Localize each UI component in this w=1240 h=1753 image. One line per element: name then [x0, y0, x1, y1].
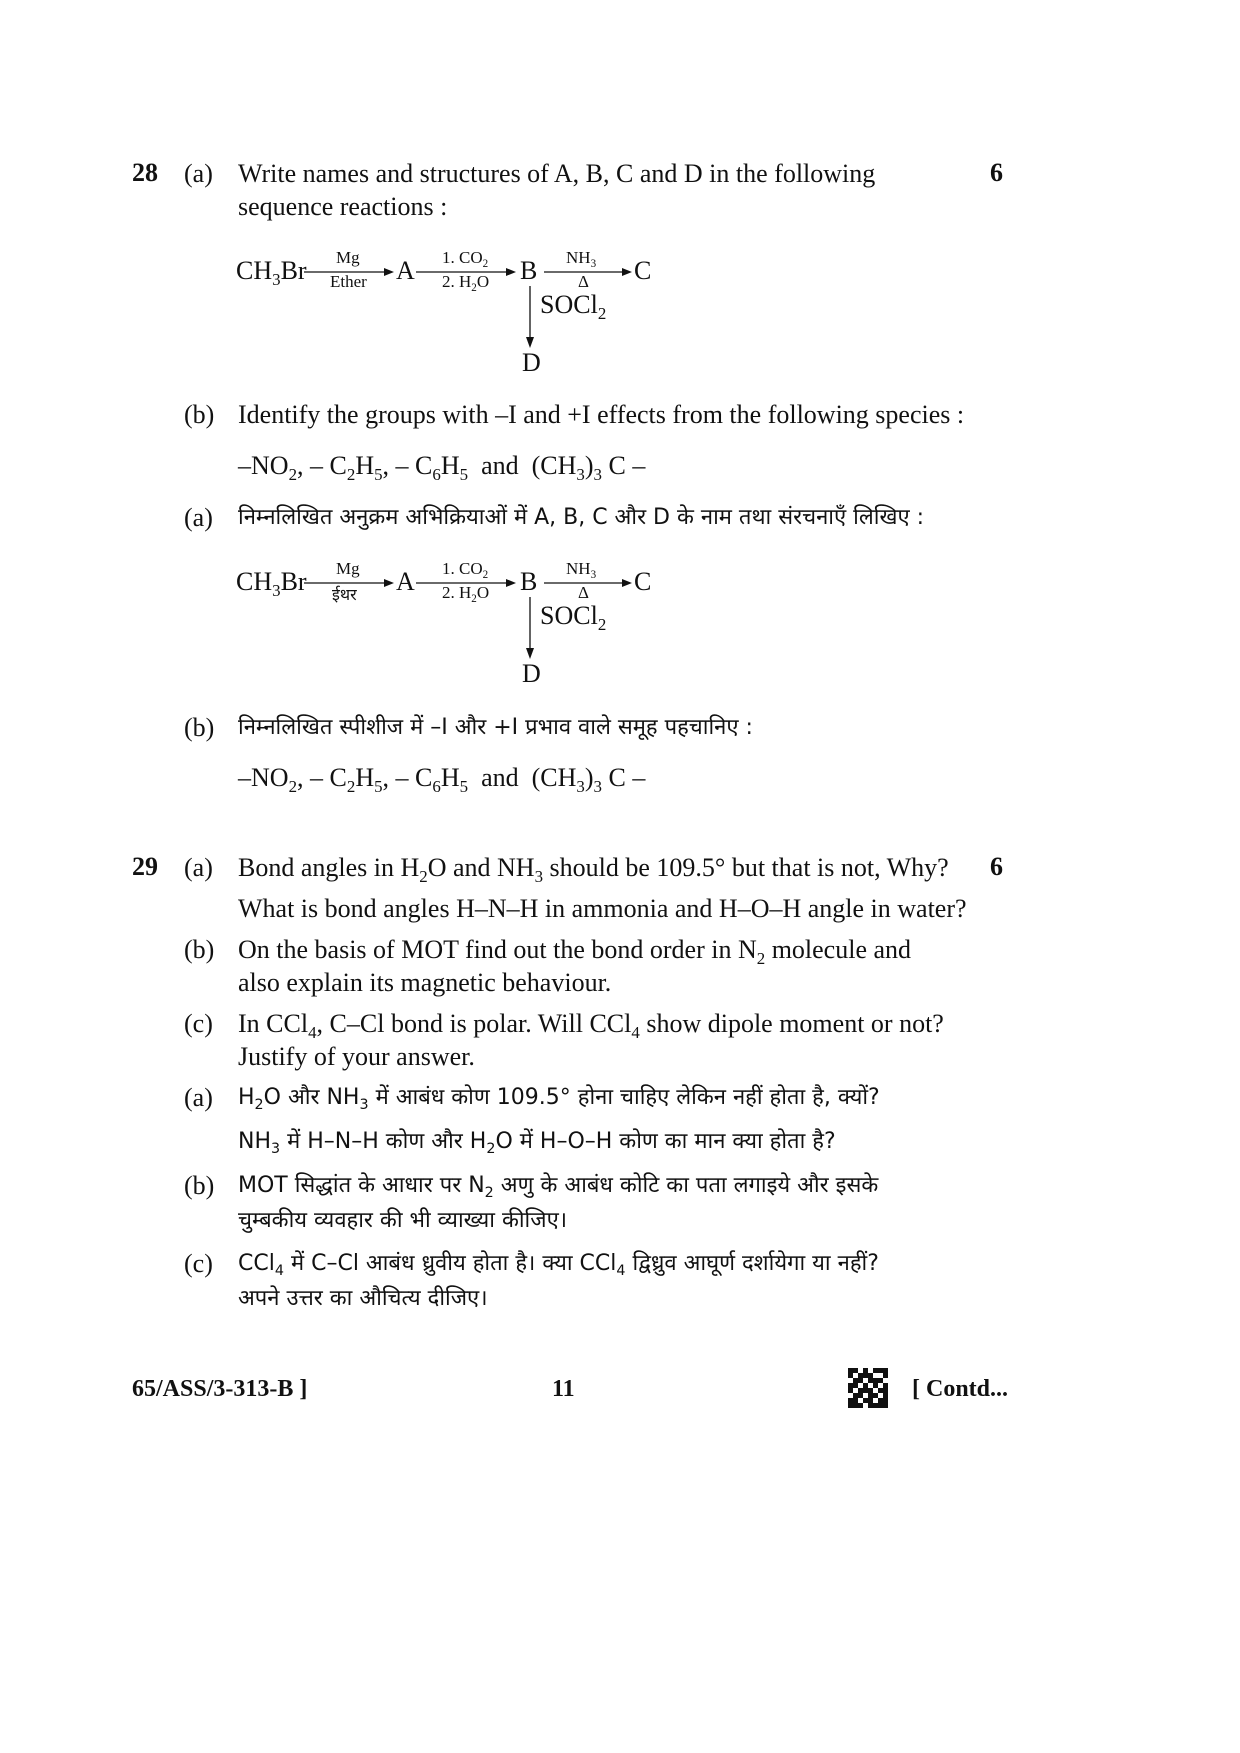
q29-en-b-label: (b) — [184, 935, 215, 964]
reagent-mg: Mg — [336, 248, 360, 267]
reagent-ether-hi: ईथर — [332, 585, 357, 604]
product-b-hi: B — [520, 567, 538, 596]
q28-en-a-label: (a) — [184, 159, 213, 188]
reagent-mg-hi: Mg — [336, 559, 360, 578]
q28-hi-b-text: निम्नलिखित स्पीशीज में –I और +I प्रभाव वाले समूह पहचानिए : — [238, 715, 753, 740]
q29-en-a-line2: What is bond angles H–N–H in ammonia and H–O–H angle in water? — [238, 894, 967, 923]
q28-en-a-line2: sequence reactions : — [238, 192, 448, 221]
reagent-socl2: SOCl$_2$ — [540, 290, 607, 323]
q29-en-b-line1: On the basis of MOT find out the bond order in $N_2$ molecule and — [238, 935, 912, 968]
q29-en-a-line1: Bond angles in $H_2O$ and $NH_3$ should be 109.5° but that is not, Why? — [238, 853, 949, 886]
product-c-hi: C — [634, 567, 652, 596]
page-number: 11 — [552, 1376, 575, 1402]
reagent-h2o-hi: 2. $H_2O$ — [442, 583, 490, 605]
contd-label: [ Contd... — [912, 1376, 1009, 1402]
q28-en-b-text: Identify the groups with –I and +I effects from the following species : — [238, 400, 965, 429]
reagent-h2o: 2. $H_2O$ — [442, 272, 490, 294]
q29-hi-b-line1: MOT सिद्धांत के आधार पर $N_2$ अणु के आबंध कोटि का पता लगाइये और इसके — [238, 1173, 879, 1201]
q29-hi-c-line2: अपने उत्तर का औचित्य दीजिए। — [238, 1286, 488, 1311]
q29-hi-b-line2: चुम्बकीय व्यवहार की भी व्याख्या कीजिए। — [238, 1208, 568, 1233]
q28-marks: 6 — [990, 158, 1003, 187]
q29-number: 29 — [132, 852, 158, 881]
q28-hi-a-label: (a) — [184, 503, 213, 532]
q28-en-a-line1: Write names and structures of A, B, C and D in the following — [238, 159, 876, 188]
qr-code-icon — [848, 1368, 888, 1408]
product-b: B — [520, 256, 538, 285]
product-a-hi: A — [396, 567, 415, 596]
reagent-socl2-hi: SOCl$_2$ — [540, 601, 607, 634]
q29-en-c-line2: Justify of your answer. — [238, 1042, 475, 1071]
reagent-nh3: $NH_3$ — [566, 248, 597, 270]
q29-hi-a-line1: $H_2O$ और $NH_3$ में आबंध कोण 109.5° होना चाहिए लेकिन नहीं होता है, क्यों? — [238, 1085, 880, 1113]
q29-hi-a-label: (a) — [184, 1083, 213, 1112]
reactant-ch3br: $CH_3Br$ — [236, 256, 307, 289]
reagent-co2: 1. $CO_2$ — [442, 248, 489, 270]
q28-species-hi: $-NO_2$, – $C_2H_5$, – $C_6H_5$ and $(CH_3)_3$ C – — [238, 763, 646, 796]
reaction-scheme-en — [236, 244, 676, 384]
q28-hi-a-text: निम्नलिखित अनुक्रम अभिक्रियाओं में A, B, C और D के नाम तथा संरचनाएँ लिखिए : — [238, 505, 925, 530]
reagent-ether: Ether — [330, 272, 367, 291]
reagent-heat-hi: Δ — [578, 583, 589, 602]
reagent-nh3-hi: $NH_3$ — [566, 559, 597, 581]
product-c: C — [634, 256, 652, 285]
reagent-co2-hi: 1. $CO_2$ — [442, 559, 489, 581]
q28-species-en: $-NO_2$, – $C_2H_5$, – $C_6H_5$ and $(CH_3)_3$ C – — [238, 451, 646, 484]
q29-hi-c-line1: CCl$_4$ में C–Cl आबंध ध्रुवीय होता है। क्या CCl$_4$ द्विध्रुव आघूर्ण दर्शायेगा या नहीं? — [238, 1251, 879, 1279]
q29-en-b-line2: also explain its magnetic behaviour. — [238, 968, 612, 997]
q28-number: 28 — [132, 158, 158, 187]
q28-en-b-label: (b) — [184, 400, 215, 429]
product-d-hi: D — [522, 659, 541, 688]
reagent-heat: Δ — [578, 272, 589, 291]
q29-en-c-line1: In CCl$_4$, C–Cl bond is polar. Will CCl$_4$ show dipole moment or not? — [238, 1009, 944, 1042]
q29-hi-b-label: (b) — [184, 1171, 215, 1200]
q29-marks: 6 — [990, 852, 1003, 881]
q28-hi-b-label: (b) — [184, 713, 215, 742]
product-a: A — [396, 256, 415, 285]
reactant-ch3br-hi: $CH_3Br$ — [236, 567, 307, 600]
q29-en-a-label: (a) — [184, 853, 213, 882]
q29-hi-a-line2: $NH_3$ में H–N–H कोण और $H_2O$ में H–O–H कोण का मान क्या होता है? — [238, 1129, 836, 1157]
reaction-scheme-hi — [236, 555, 676, 695]
q29-hi-c-label: (c) — [184, 1249, 213, 1278]
footer-code: 65/ASS/3-313-B ] — [132, 1376, 308, 1402]
q29-en-c-label: (c) — [184, 1009, 213, 1038]
product-d: D — [522, 348, 541, 377]
